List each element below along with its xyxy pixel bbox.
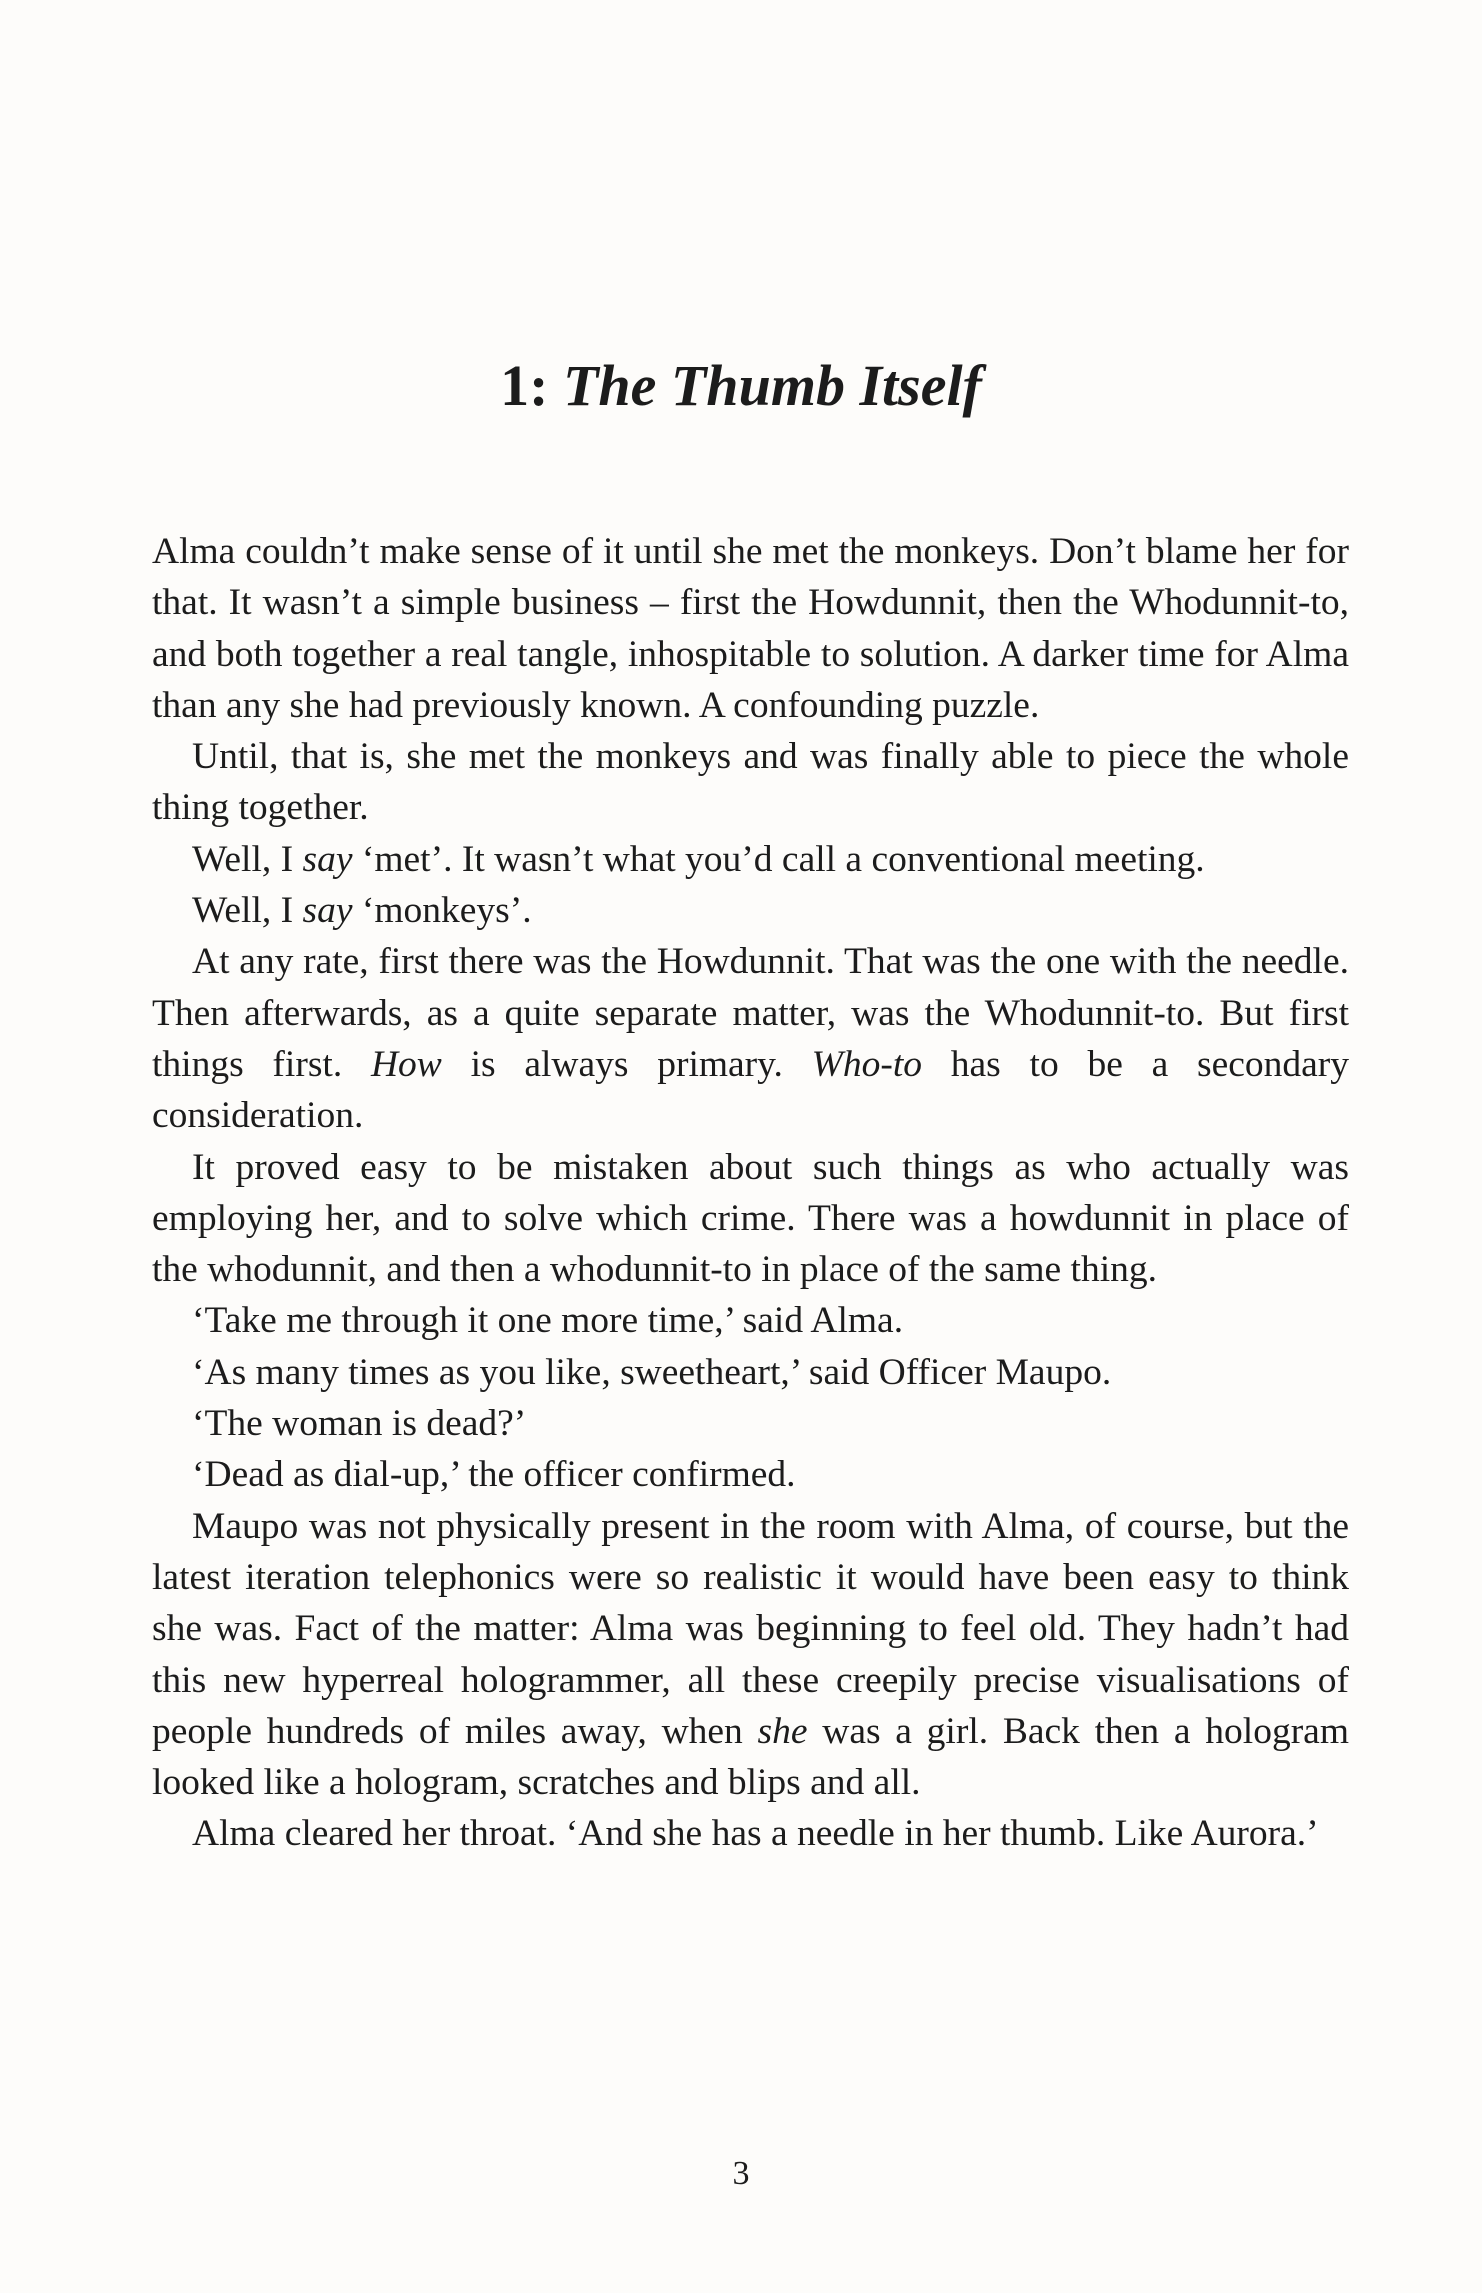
paragraph-text: Until, that is, she met the monkeys and was finally able to piece the whole thing together. [152, 736, 1349, 829]
emphasis-text: How [370, 1043, 442, 1085]
paragraph-text: has to be a secondary consideration. [152, 1043, 1349, 1137]
emphasis-text: she [757, 1710, 808, 1752]
emphasis-text: say [302, 838, 353, 880]
body-paragraph [152, 1142, 1349, 1296]
paragraph-text: Alma couldn’t make sense of it until she met the monkeys. Don’t blame her for that. It wasn’t a simple business – first the Howdunnit, then the Whodunnit-to, and both together a real tangle, inhospitable to solution. A darker time for Alma than any she had previously known. A confounding puzzle. [152, 531, 1349, 726]
body-paragraph [152, 1398, 1349, 1449]
emphasis-text: Who-to [811, 1043, 923, 1085]
paragraph-text: Maupo was not physically present in the room with Alma, of course, but the latest iteration telephonics were so realistic it would have been easy to think she was. Fact of the matter: Alma was beginning to feel old. They hadn’t had this new hyperreal hologrammer, all these creepily precise visualisations of people hundreds of miles away, when [152, 1505, 1349, 1752]
body-paragraph [152, 731, 1349, 834]
body-paragraph [152, 1347, 1349, 1398]
paragraph-text: ‘monkeys’. [352, 890, 532, 932]
paragraph-text: At any rate, first there was the Howdunnit. That was the one with the needle. Then afterwards, as a quite separate matter, was the Whodunnit-to. But first things first. [152, 941, 1349, 1085]
body-paragraph [152, 526, 1349, 731]
paragraph-text: ‘Dead as dial-up,’ the officer confirmed. [192, 1454, 796, 1496]
paragraph-text: ‘The woman is dead?’ [192, 1403, 527, 1445]
body-paragraph [152, 834, 1349, 885]
body-paragraph [152, 1501, 1349, 1809]
body-paragraph [152, 885, 1349, 936]
paragraph-text: Well, I [192, 838, 303, 880]
paragraph-text: ‘As many times as you like, sweetheart,’ said Officer Maupo. [192, 1351, 1112, 1393]
paragraph-text: ‘met’. It wasn’t what you’d call a conventional meeting. [352, 838, 1205, 880]
body-paragraph [152, 1295, 1349, 1346]
paragraph-text: ‘Take me through it one more time,’ said Alma. [192, 1300, 904, 1342]
page-number: 3 [732, 2155, 750, 2192]
chapter-number: 1: [500, 352, 549, 418]
chapter-title: The Thumb Itself [562, 352, 982, 418]
paragraph-text: Well, I [192, 890, 303, 932]
body-paragraph [152, 936, 1349, 1141]
chapter-heading [0, 351, 1482, 421]
paragraph-text: Alma cleared her throat. ‘And she has a needle in her thumb. Like Aurora.’ [192, 1813, 1319, 1855]
paragraph-text: is always primary. [441, 1043, 812, 1085]
paragraph-text: It proved easy to be mistaken about such things as who actually was employing her, and to solve which crime. There was a howdunnit in place of the whodunnit, and then a whodunnit-to in place of the same thing. [152, 1146, 1349, 1291]
emphasis-text: say [302, 890, 353, 932]
chapter-body [152, 526, 1349, 1860]
body-paragraph [152, 1449, 1349, 1500]
body-paragraph [152, 1808, 1349, 1859]
paragraph-text: was a girl. Back then a hologram looked like a hologram, scratches and blips and all. [152, 1710, 1349, 1804]
